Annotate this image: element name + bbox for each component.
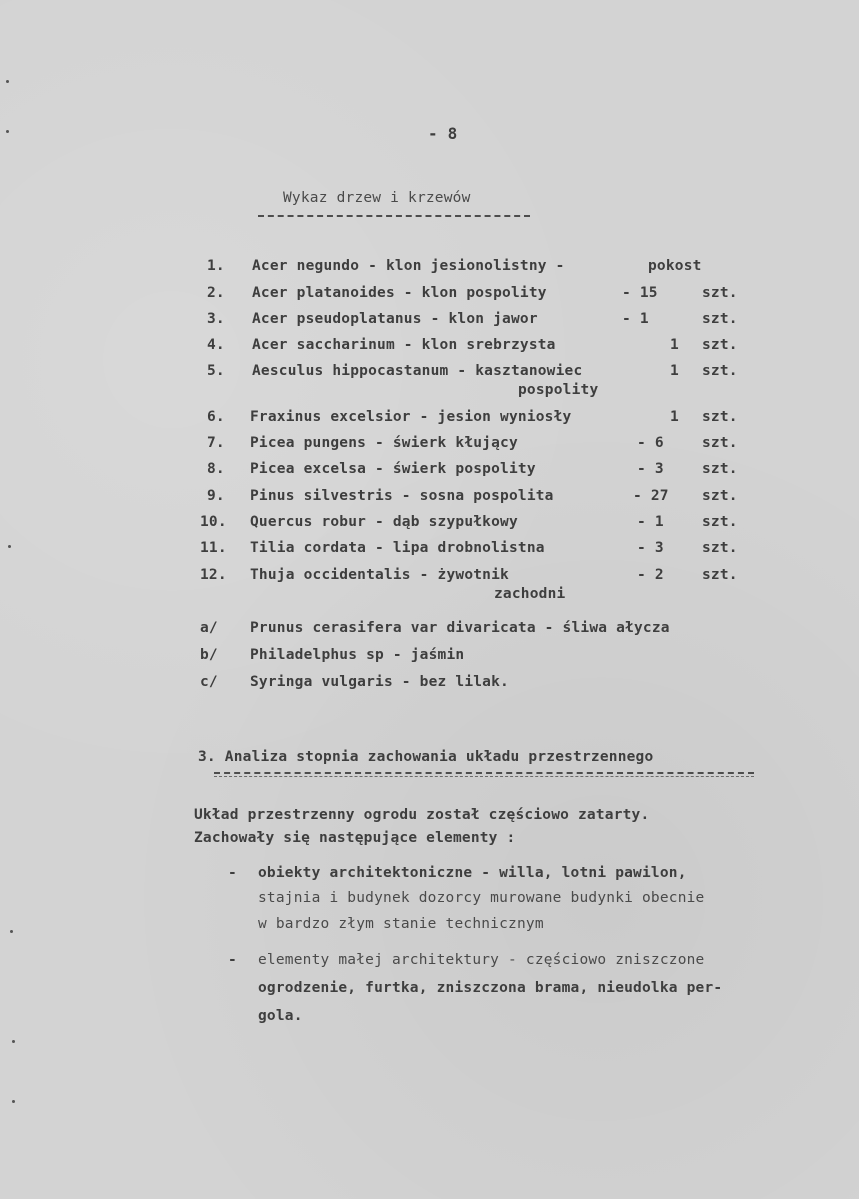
list-item-letter: c/ xyxy=(200,674,218,690)
heading-underline-second xyxy=(214,776,754,777)
bullet-line: w bardzo złym stanie technicznym xyxy=(258,916,544,932)
margin-mark xyxy=(6,130,9,133)
list-item-name: Acer negundo - klon jesionolistny - xyxy=(252,258,565,274)
list-item-count: - 2 xyxy=(637,567,664,583)
list-item-number: 6. xyxy=(207,409,225,425)
list-item-name: Fraxinus excelsior - jesion wyniosły xyxy=(250,409,572,425)
list-item-count: 1 xyxy=(670,363,679,379)
list-item-letter: b/ xyxy=(200,647,218,663)
list-item-number: 3. xyxy=(207,311,225,327)
list-item-unit: szt. xyxy=(702,514,738,530)
section-heading: 3. Analiza stopnia zachowania układu przestrzennego xyxy=(198,749,654,765)
list-item-number: 8. xyxy=(207,461,225,477)
bullet-line: stajnia i budynek dozorcy murowane budynki obecnie xyxy=(258,890,705,906)
bullet-line: ogrodzenie, furtka, zniszczona brama, nieudolka per- xyxy=(258,980,723,996)
list-item-text: Philadelphus sp - jaśmin xyxy=(250,647,465,663)
list-item-text: Prunus cerasifera var divaricata - śliwa ałycza xyxy=(250,620,670,636)
list-item-name: Quercus robur - dąb szypułkowy xyxy=(250,514,518,530)
bullet-dash: - xyxy=(228,865,237,881)
margin-mark xyxy=(12,1100,15,1103)
list-item-count: pokost xyxy=(648,258,702,274)
list-item-unit: szt. xyxy=(702,337,738,353)
list-item-unit: szt. xyxy=(702,285,738,301)
margin-mark xyxy=(6,80,9,83)
list-item-count: - 15 xyxy=(622,285,658,301)
list-item-number: 11. xyxy=(200,540,227,556)
list-item-name: Pinus silvestris - sosna pospolita xyxy=(250,488,554,504)
list-item-name: Picea pungens - świerk kłujący xyxy=(250,435,518,451)
list-item-unit: szt. xyxy=(702,311,738,327)
list-item-number: 9. xyxy=(207,488,225,504)
list-item-number: 4. xyxy=(207,337,225,353)
heading-underline xyxy=(214,772,754,774)
bullet-line: gola. xyxy=(258,1008,303,1024)
list-item-count: 1 xyxy=(670,337,679,353)
margin-mark xyxy=(12,1040,15,1043)
list-item-count: - 27 xyxy=(633,488,669,504)
list-item-unit: szt. xyxy=(702,567,738,583)
list-item-name-cont: pospolity xyxy=(518,382,599,398)
title-underline xyxy=(258,215,530,217)
list-item-count: - 1 xyxy=(637,514,664,530)
list-item-name: Acer saccharinum - klon srebrzysta xyxy=(252,337,556,353)
list-item-count: - 3 xyxy=(637,461,664,477)
list-item-number: 12. xyxy=(200,567,227,583)
list-item-number: 10. xyxy=(200,514,227,530)
list-item-number: 7. xyxy=(207,435,225,451)
list-item-name: Acer pseudoplatanus - klon jawor xyxy=(252,311,538,327)
list-item-unit: szt. xyxy=(702,435,738,451)
list-item-name: Acer platanoides - klon pospolity xyxy=(252,285,547,301)
list-item-number: 1. xyxy=(207,258,225,274)
list-item-unit: szt. xyxy=(702,461,738,477)
bullet-line: obiekty architektoniczne - willa, lotni pawilon, xyxy=(258,865,687,881)
list-item-count: - 6 xyxy=(637,435,664,451)
list-item-unit: szt. xyxy=(702,488,738,504)
margin-mark xyxy=(10,930,13,933)
bullet-line: elementy małej architektury - częściowo zniszczone xyxy=(258,952,705,968)
list-title: Wykaz drzew i krzewów xyxy=(283,190,471,206)
list-item-unit: szt. xyxy=(702,409,738,425)
list-item-name: Tilia cordata - lipa drobnolistna xyxy=(250,540,545,556)
list-item-count: - 3 xyxy=(637,540,664,556)
list-item-number: 2. xyxy=(207,285,225,301)
list-item-name: Aesculus hippocastanum - kasztanowiec xyxy=(252,363,583,379)
list-item-unit: szt. xyxy=(702,363,738,379)
list-item-name: Picea excelsa - świerk pospolity xyxy=(250,461,536,477)
paragraph-line: Zachowały się następujące elementy : xyxy=(194,830,516,846)
list-item-unit: szt. xyxy=(702,540,738,556)
list-item-count: - 1 xyxy=(622,311,649,327)
list-item-number: 5. xyxy=(207,363,225,379)
bullet-dash: - xyxy=(228,952,237,968)
list-item-name: Thuja occidentalis - żywotnik xyxy=(250,567,509,583)
list-item-text: Syringa vulgaris - bez lilak. xyxy=(250,674,509,690)
margin-mark xyxy=(8,545,11,548)
paragraph-line: Układ przestrzenny ogrodu został częściowo zatarty. xyxy=(194,807,650,823)
page-number: - 8 xyxy=(428,124,458,143)
list-item-count: 1 xyxy=(670,409,679,425)
list-item-letter: a/ xyxy=(200,620,218,636)
list-item-name-cont: zachodni xyxy=(494,586,566,602)
